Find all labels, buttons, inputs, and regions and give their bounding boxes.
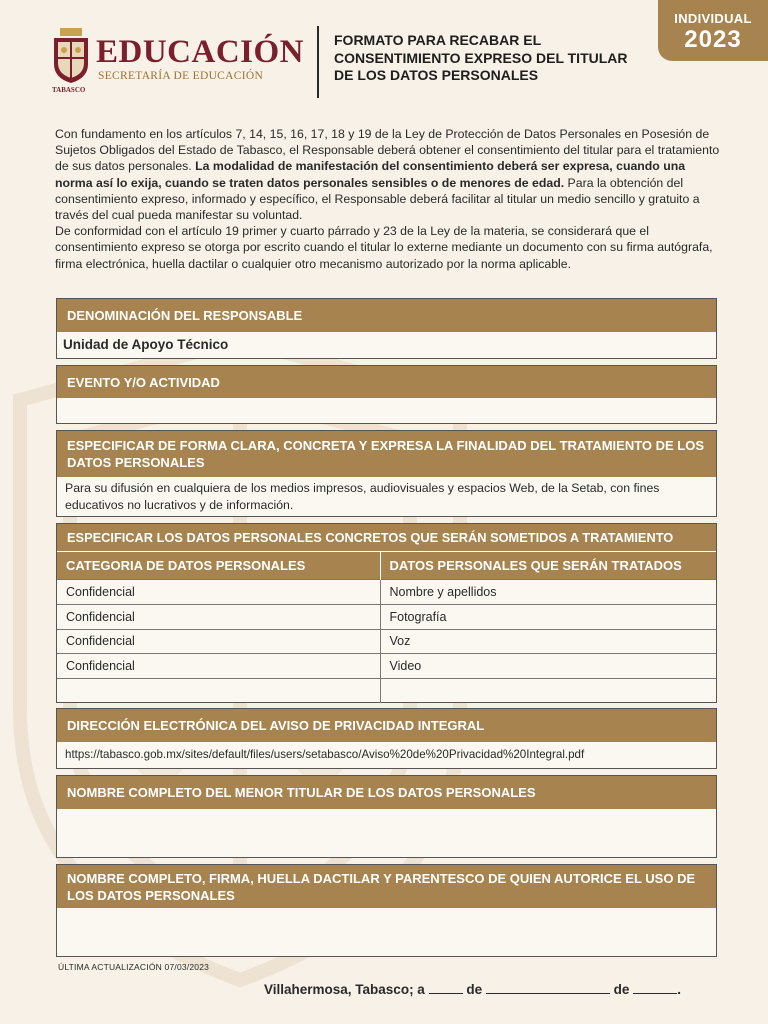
table-row xyxy=(57,629,716,654)
table-header-row xyxy=(57,552,716,580)
badge-year: 2023 xyxy=(684,26,742,53)
intro-text-a: Con fundamento en los artículos 7, 14, 15, 16, 17, 18 y 19 de la Ley de Protección de Datos Personales en Posesión de Sujetos Obligados del Estado de Tabasco, el Responsable deberá obtener el consentimiento del titular para el tratamiento de sus datos personales. xyxy=(55,127,720,174)
intro-text-p2: De conformidad con el artículo 19 primer y cuarto párrado y 23 de la Ley de la materia, se considerará que el consentimiento expreso se otorga por escrito cuando el titular lo externe mediante un documento con su firma autógrafa, firma electrónica, huella dactilar o cualquier otro mecanismo autorizado por la norma aplicable. xyxy=(55,224,713,271)
intro-text-bold: La modalidad de manifestación del consentimiento deberá ser expresa, cuando una norma así lo exija, cuando se traten datos personales sensibles o de menores de edad. xyxy=(55,159,686,190)
dato-cell[interactable]: Nombre y apellidos xyxy=(380,580,716,605)
categoria-cell[interactable]: Confidencial xyxy=(57,580,380,605)
categoria-cell[interactable]: Confidencial xyxy=(57,629,380,654)
section-finalidad xyxy=(56,430,717,517)
section-header: DENOMINACIÓN DEL RESPONSABLE xyxy=(57,299,716,332)
responsable-field[interactable]: Unidad de Apoyo Técnico xyxy=(63,337,229,352)
de-label: de xyxy=(466,982,483,997)
menor-name-field[interactable] xyxy=(57,809,716,856)
table-row xyxy=(57,654,716,679)
dato-cell[interactable]: Video xyxy=(380,654,716,679)
section-header: DIRECCIÓN ELECTRÓNICA DEL AVISO DE PRIVACIDAD INTEGRAL xyxy=(57,709,716,742)
column-header: DATOS PERSONALES QUE SERÁN TRATADOS xyxy=(380,552,716,580)
categoria-cell[interactable]: Confidencial xyxy=(57,604,380,629)
section-responsable xyxy=(56,298,717,359)
section-menor xyxy=(56,775,717,858)
document-header xyxy=(0,0,768,110)
section-aviso-privacidad xyxy=(56,708,717,769)
legal-intro xyxy=(55,126,720,272)
dato-cell[interactable] xyxy=(380,679,716,704)
form-title: FORMATO PARA RECABAR EL CONSENTIMIENTO EXPRESO DEL TITULAR DE LOS DATOS PERSONALES xyxy=(334,32,628,83)
section-header: NOMBRE COMPLETO, FIRMA, HUELLA DACTILAR Y PARENTESCO DE QUIEN AUTORICE EL USO DE LOS DATOS PERSONALES xyxy=(57,865,716,908)
day-blank[interactable] xyxy=(429,982,463,994)
crest-label: TABASCO xyxy=(52,86,86,94)
table-row xyxy=(57,604,716,629)
section-evento xyxy=(56,365,717,424)
last-updated: ÚLTIMA ACTUALIZACIÓN 07/03/2023 xyxy=(58,962,210,972)
evento-field[interactable] xyxy=(57,398,716,422)
section-datos-personales xyxy=(56,523,717,703)
org-subtitle: SECRETARÍA DE EDUCACIÓN xyxy=(98,70,264,82)
column-header: CATEGORIA DE DATOS PERSONALES xyxy=(57,552,380,580)
org-title: EDUCACIÓN xyxy=(96,34,305,70)
categoria-cell[interactable] xyxy=(57,679,380,704)
section-header: EVENTO Y/O ACTIVIDAD xyxy=(57,366,716,398)
end-period: . xyxy=(677,982,681,997)
tabasco-coat-of-arms-icon xyxy=(50,28,92,84)
section-header: NOMBRE COMPLETO DEL MENOR TITULAR DE LOS DATOS PERSONALES xyxy=(57,776,716,809)
month-blank[interactable] xyxy=(486,982,610,994)
de-label: de xyxy=(613,982,630,997)
autoriza-signature-field[interactable] xyxy=(57,908,716,955)
badge-type: INDIVIDUAL xyxy=(674,11,752,26)
place-prefix: Villahermosa, Tabasco; a xyxy=(264,982,425,997)
intro-text-b: Para la obtención del consentimiento expreso, informado y específico, el Responsable deberá facilitar al titular un medio sencillo y gratuito a través del cual pueda manifestar su voluntad. xyxy=(55,175,700,223)
year-badge xyxy=(658,0,768,61)
table-row xyxy=(57,679,716,704)
categoria-cell[interactable]: Confidencial xyxy=(57,654,380,679)
section-header: ESPECIFICAR DE FORMA CLARA, CONCRETA Y EXPRESA LA FINALIDAD DEL TRATAMIENTO DE LOS DATOS PERSONALES xyxy=(57,431,716,477)
dato-cell[interactable]: Voz xyxy=(380,629,716,654)
aviso-url-field[interactable]: https://tabasco.gob.mx/sites/default/files/users/setabasco/Aviso%20de%20Privacidad%20Integral.pdf xyxy=(65,748,585,761)
header-divider xyxy=(317,26,319,98)
dato-cell[interactable]: Fotografía xyxy=(380,604,716,629)
year-blank[interactable] xyxy=(633,982,677,994)
place-date-line xyxy=(264,982,681,997)
section-header: ESPECIFICAR LOS DATOS PERSONALES CONCRETOS QUE SERÁN SOMETIDOS A TRATAMIENTO xyxy=(57,524,716,551)
table-row xyxy=(57,580,716,605)
section-autoriza xyxy=(56,864,717,957)
datos-table xyxy=(57,551,716,703)
finalidad-field[interactable]: Para su difusión en cualquiera de los medios impresos, audiovisuales y espacios Web, de la Setab, con fines educativos no lucrativos y de información. xyxy=(65,481,660,512)
